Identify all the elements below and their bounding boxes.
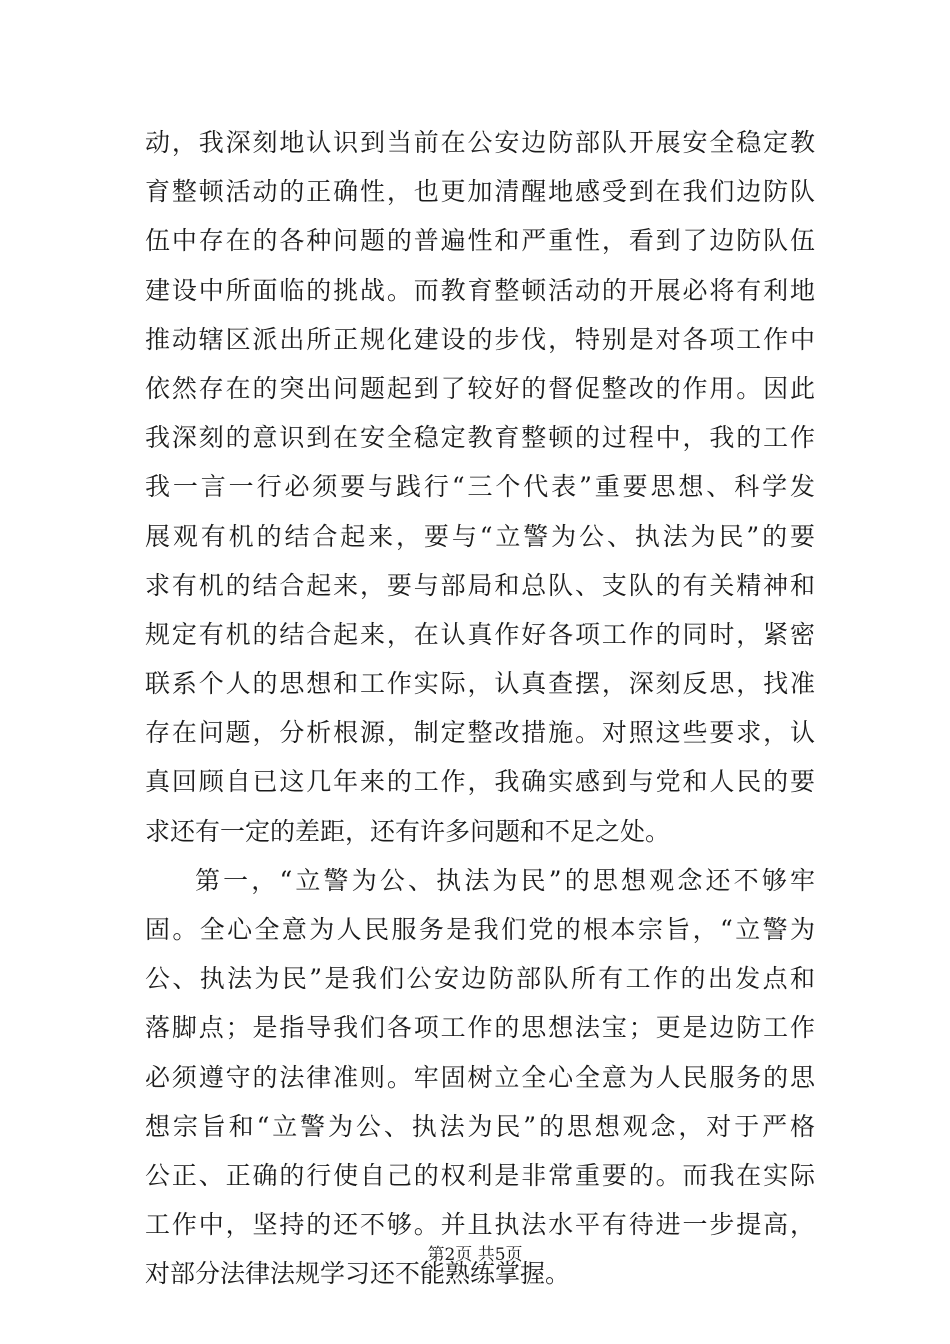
text-line: 推动辖区派出所正规化建设的步伐，特别是对各项工作中 — [145, 324, 815, 354]
text-line: 真回顾自已这几年来的工作，我确实感到与党和人民的要 — [145, 767, 815, 797]
text-line: 规定有机的结合起来，在认真作好各项工作的同时，紧密 — [145, 619, 815, 649]
text-line: 公正、正确的行使自己的权利是非常重要的。而我在实际 — [145, 1160, 815, 1190]
text-line: 依然存在的突出问题起到了较好的督促整改的作用。因此 — [145, 373, 815, 403]
text-line: 必须遵守的法律准则。牢固树立全心全意为人民服务的思 — [145, 1062, 815, 1092]
text-line: 我深刻的意识到在安全稳定教育整顿的过程中，我的工作 — [145, 423, 815, 453]
page-footer: 第2页 共5页 — [427, 1245, 523, 1265]
text-line: 存在问题，分析根源，制定整改措施。对照这些要求，认 — [145, 718, 815, 748]
text-line: 固。全心全意为人民服务是我们党的根本宗旨，“立警为 — [145, 915, 815, 944]
text-line: 求有机的结合起来，要与部局和总队、支队的有关精神和 — [145, 570, 815, 600]
text-line: 工作中，坚持的还不够。并且执法水平有待进一步提高， — [145, 1210, 815, 1240]
text-line: 展观有机的结合起来，要与“立警为公、执法为民”的要 — [145, 521, 815, 551]
text-line: 我一言一行必须要与践行“三个代表”重要思想、科学发 — [145, 472, 815, 502]
text-line: 育整顿活动的正确性，也更加清醒地感受到在我们边防队 — [145, 177, 815, 207]
text-line: 对部分法律法规学习还不能熟练掌握。 — [145, 1259, 571, 1289]
text-line: 伍中存在的各种问题的普遍性和严重性，看到了边防队伍 — [145, 226, 815, 256]
text-line: 联系个人的思想和工作实际，认真查摆，深刻反思，找准 — [145, 669, 815, 699]
text-line: 建设中所面临的挑战。而教育整顿活动的开展必将有利地 — [145, 275, 815, 305]
text-line: 第一，“立警为公、执法为民”的思想观念还不够牢 — [195, 865, 815, 895]
text-line: 公、执法为民”是我们公安边防部队所有工作的出发点和 — [145, 964, 815, 994]
text-line: 求还有一定的差距，还有许多问题和不足之处。 — [145, 816, 671, 846]
document-body — [145, 118, 815, 1299]
text-line: 动，我深刻地认识到当前在公安边防部队开展安全稳定教 — [145, 128, 815, 157]
text-line: 落脚点；是指导我们各项工作的思想法宝；更是边防工作 — [145, 1013, 815, 1043]
paragraph-1 — [145, 118, 815, 856]
text-line: 想宗旨和“立警为公、执法为民”的思想观念，对于严格 — [145, 1111, 815, 1141]
paragraph-2 — [145, 856, 815, 1299]
